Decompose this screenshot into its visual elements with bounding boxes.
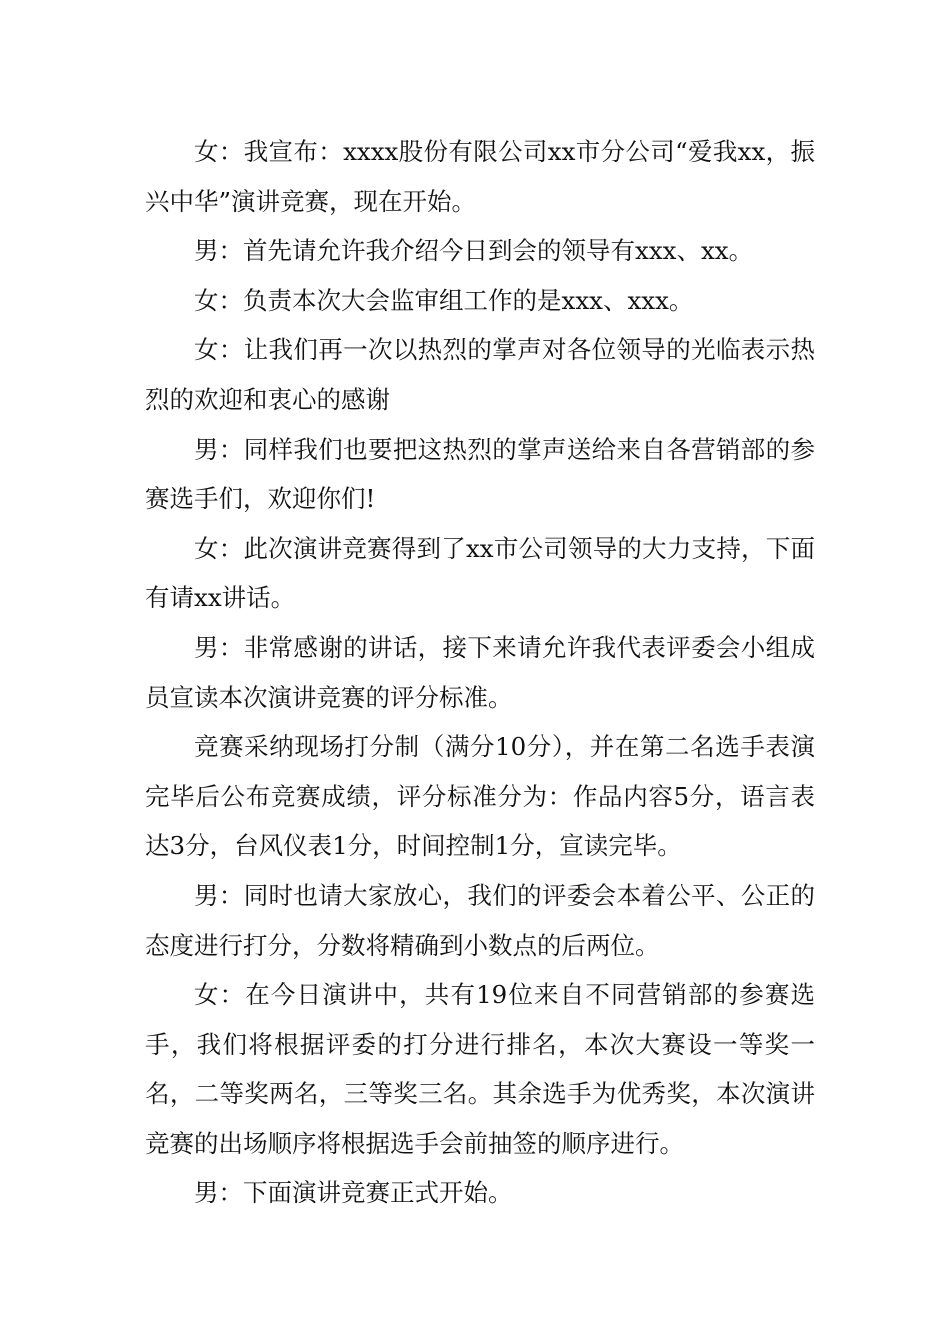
paragraph-awards: 女：在今日演讲中，共有19位来自不同营销部的参赛选手，我们将根据评委的打分进行排名，本次大赛设一等奖一名，二等奖两名，三等奖三名。其余选手为优秀奖，本次演讲竞赛的出场顺序将根据选手会前抽签的顺序进行。 [145,980,815,1158]
paragraph-supervision-group: 女：负责本次大会监审组工作的是xxx、xxx。 [194,285,694,315]
paragraph-scoring-intro: 男：非常感谢的讲话，接下来请允许我代表评委会小组成员宣读本次演讲竞赛的评分标准。 [145,632,815,712]
paragraph-start: 男：下面演讲竞赛正式开始。 [194,1178,513,1208]
paragraph-leader-speech: 女：此次演讲竞赛得到了xx市公司领导的大力支持，下面有请xx讲话。 [145,533,815,613]
document-body [145,127,815,1218]
paragraph-scoring-criteria: 竞赛采纳现场打分制（满分10分），并在第二名选手表演完毕后公布竞赛成绩，评分标准分为：作品内容5分，语言表达3分，台风仪表1分，时间控制1分，宣读完毕。 [145,732,815,861]
paragraph-welcome-leaders: 女：让我们再一次以热烈的掌声对各位领导的光临表示热烈的欢迎和衷心的感谢 [145,335,815,414]
paragraph-opening-announcement: 女：我宣布：xxxx股份有限公司xx市分公司“爱我xx，振兴中华”演讲竞赛，现在开始。 [145,137,815,216]
paragraph-welcome-contestants: 男：同样我们也要把这热烈的掌声送给来自各营销部的参赛选手们，欢迎你们! [145,434,815,514]
paragraph-leader-introduction: 男：首先请允许我介绍今日到会的领导有xxx、xx。 [194,236,754,266]
paragraph-fairness: 男：同时也请大家放心，我们的评委会本着公平、公正的态度进行打分，分数将精确到小数点的后两位。 [145,880,815,960]
